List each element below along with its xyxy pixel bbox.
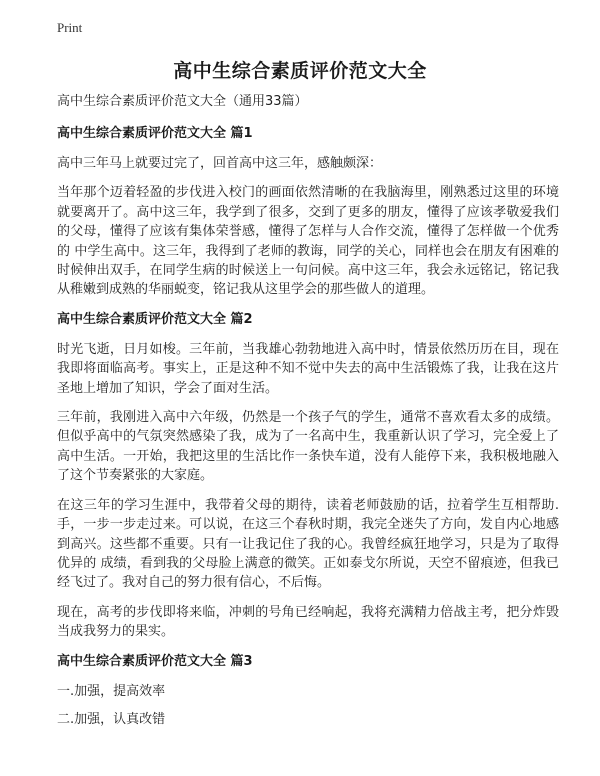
- section-1-paragraph: 当年那个迈着轻盈的步伐进入校门的画面依然清晰的在我脑海里，刚熟悉过这里的环境就要离开了。高中这三年，我学到了很多，交到了更多的朋友，懂得了应该孝敬爱我们的父母，懂得了应该有集体荣誉感，懂得了怎样与人合作交流，懂得了怎样做一个优秀的 中学生高中。这三年，我得到了老师的教诲，同学的关心，同样也会在朋友有困难的时候伸出双手，在同学生病的时候送上一句问候。高中这三年，我会永远铭记，铭记我从稚嫩到成熟的华丽蜕变，铭记我从这里学会的那些做人的道理。: [57, 185, 559, 298]
- print-label: Print: [57, 20, 83, 35]
- section-1-paragraph: 高中三年马上就要过完了，回首高中这三年，感触颇深：: [57, 156, 383, 171]
- section-heading-3: 高中生综合素质评价范文大全 篇3: [57, 653, 253, 669]
- section-2-paragraph: 三年前，我刚进入高中六年级，仍然是一个孩子气的学生，通常不喜欢看太多的成绩。但似乎高中的气氛突然感染了我，成为了一名高中生，我重新认识了学习，完全爱上了高中生活。一开始，我把这里的生活比作一条快车道，没有人能停下来，我积极地融入了这个节奏紧张的大家庭。: [57, 410, 559, 484]
- section-2-paragraph: 在这三年的学习生涯中，我带着父母的期待，读着老师鼓励的话，拉着学生互相帮助.手，一步一步走过来。可以说，在这三个春秋时期，我完全迷失了方向，发自内心地感到高兴。这些都不重要。只有一让我记住了我的心。我曾经疯狂地学习，只是为了取得优异的 成绩，看到我的父母脸上满意的微笑。正如泰戈尔所说，天空不留痕迹，但我已经飞过了。我对自己的努力很有信心，不后悔。: [57, 497, 559, 591]
- section-heading-1: 高中生综合素质评价范文大全 篇1: [57, 126, 253, 141]
- section-2-paragraph: 现在，高考的步伐即将来临，冲刺的号角已经响起，我将充满精力倍战主考，把分炸毁当成我努力的果实。: [57, 604, 559, 640]
- document-subtitle: 高中生综合素质评价范文大全（通用33篇）: [57, 94, 308, 109]
- section-2-paragraph: 时光飞逝，日月如梭。三年前，当我雄心勃勃地进入高中时，情景依然历历在目，现在我即将面临高考。事实上，正是这种不知不觉中失去的高中生活锻炼了我，让我在这片圣地上增加了知识，学会了面对生活。: [57, 341, 559, 396]
- section-3-list-item: 一.加强，提高效率: [57, 683, 166, 699]
- section-heading-2: 高中生综合素质评价范文大全 篇2: [57, 311, 253, 327]
- document-body: [57, 92, 559, 738]
- document-title: 高中生综合素质评价范文大全: [173, 60, 427, 82]
- section-3-list-item: 二.加强，认真改错: [57, 711, 166, 727]
